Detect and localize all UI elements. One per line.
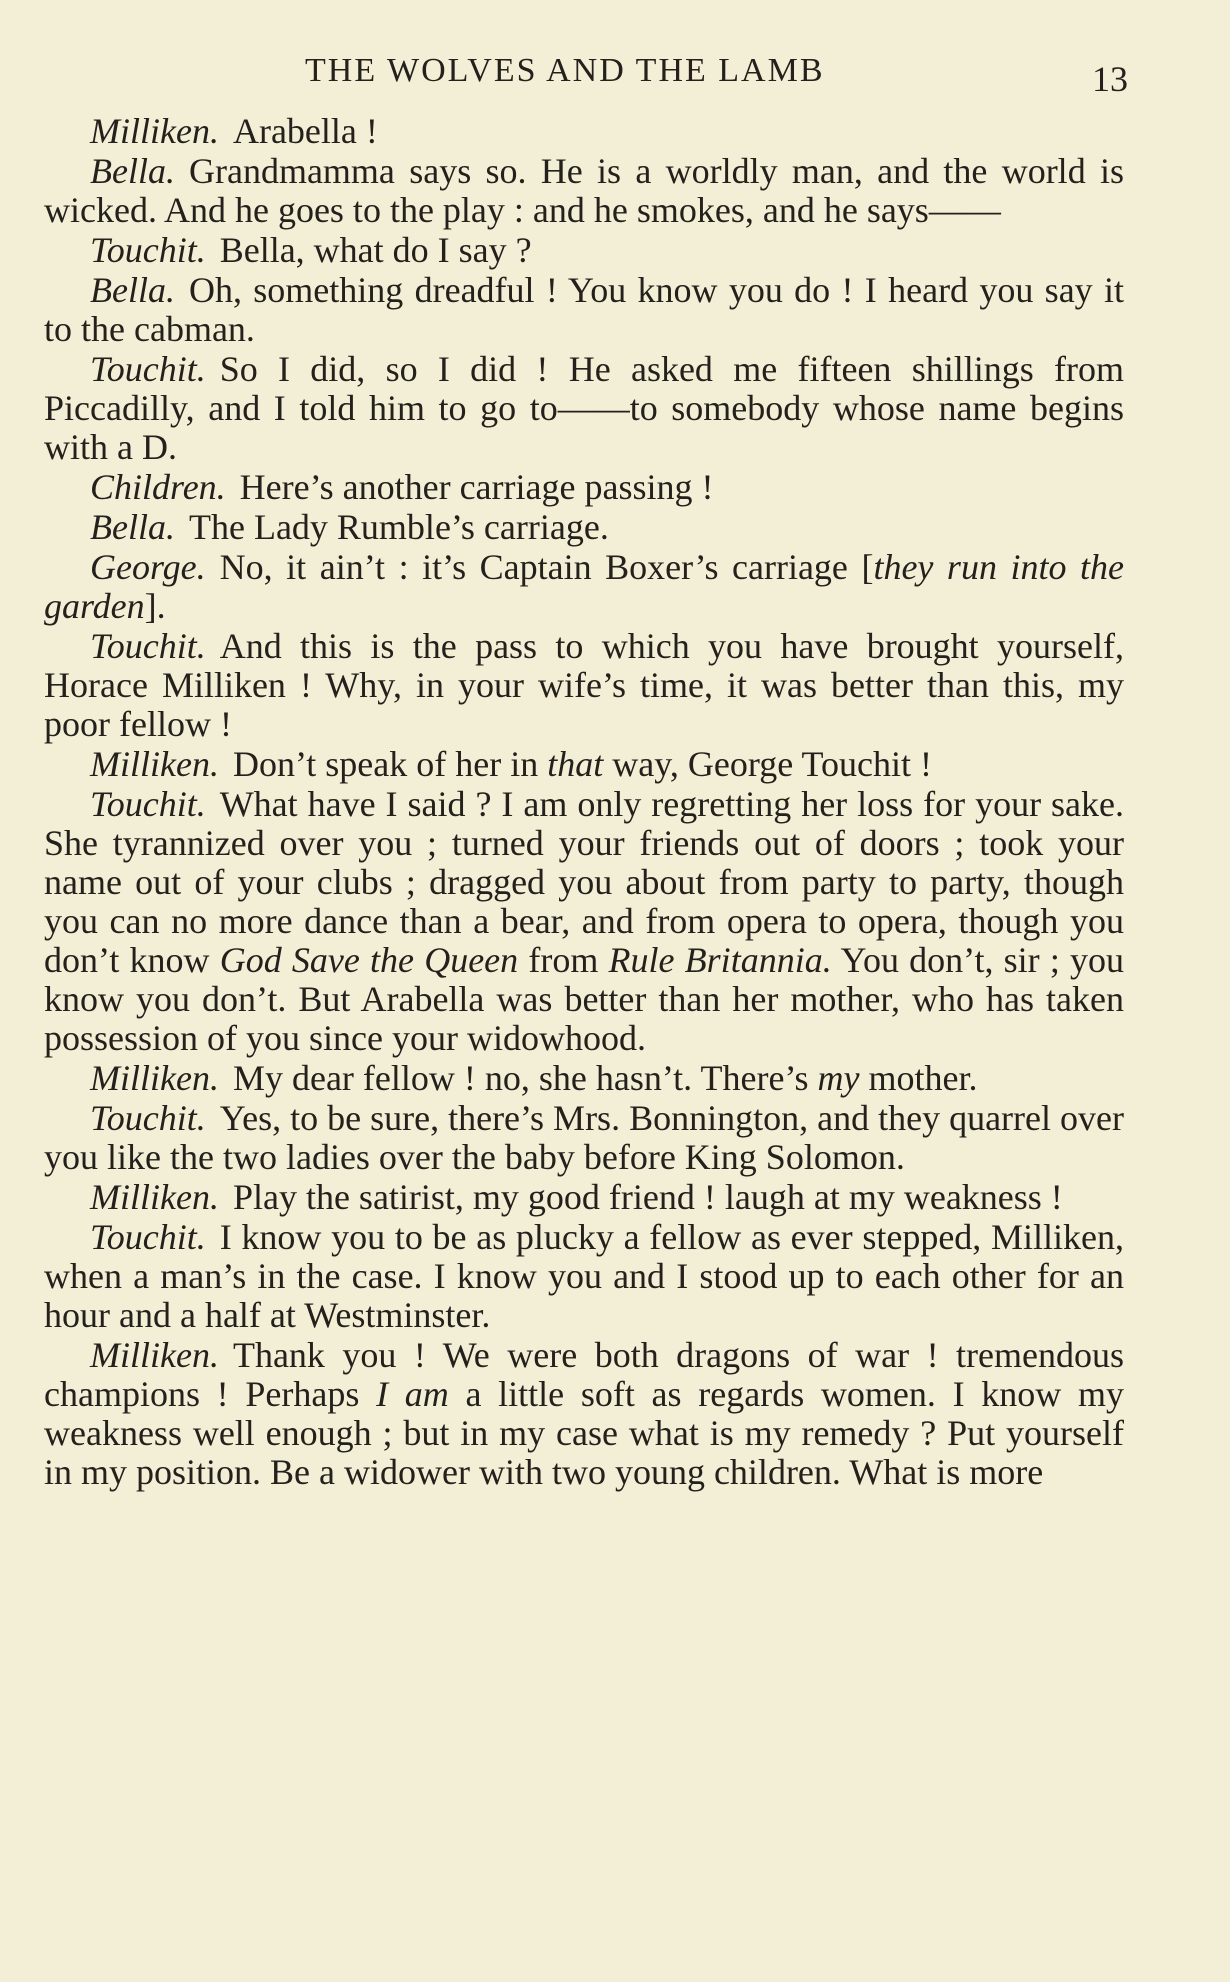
page-number: 13: [1092, 59, 1128, 99]
emphasis-text: my: [817, 1058, 860, 1098]
dialogue-text: Don’t speak of her in: [232, 744, 548, 784]
speaker-name: Milliken.: [90, 744, 219, 784]
dialogue-text: Arabella !: [232, 111, 378, 151]
speaker-name: Bella.: [90, 507, 175, 547]
speaker-name: Touchit.: [90, 1098, 206, 1138]
dialogue-text-end: way, George Touchit !: [603, 744, 932, 784]
dialogue-paragraph: [44, 508, 1124, 547]
speaker-name: Milliken.: [90, 111, 219, 151]
dialogue-paragraph: [44, 468, 1124, 507]
dialogue-paragraph: [44, 627, 1124, 744]
dialogue-paragraph: [44, 271, 1124, 349]
dialogue-text: Oh, something dreadful ! You know you do ! I heard you say it to the cabman.: [44, 270, 1124, 349]
dialogue-paragraph: [44, 785, 1124, 1058]
dialogue-text: Play the satirist, my good friend ! laugh at my weakness !: [232, 1177, 1063, 1217]
speaker-name: George.: [90, 547, 206, 587]
dialogue-paragraph: [44, 548, 1124, 626]
dialogue-text: So I did, so I did ! He asked me fifteen shillings from Piccadilly, and I told him to go to——to somebody whose name begins with a D.: [44, 349, 1124, 467]
emphasis-text: I am: [376, 1374, 449, 1414]
dialogue-text-end: a little soft as regards women. I know my weakness well enough ; but in my case what is my remedy ? Put yourself in my position. Be a widower with two young children. What is more: [44, 1374, 1124, 1492]
speaker-name: Touchit.: [90, 230, 206, 270]
speaker-name: Children.: [90, 467, 226, 507]
dialogue-text: Yes, to be sure, there’s Mrs. Bonnington, and they quarrel over you like the two ladies over the baby before King Solomon.: [44, 1098, 1124, 1177]
dialogue-text: No, it ain’t : it’s Captain Boxer’s carriage [: [219, 547, 874, 587]
speaker-name: Touchit.: [90, 784, 206, 824]
speaker-name: Milliken.: [90, 1177, 219, 1217]
speaker-name: Bella.: [90, 151, 175, 191]
dialogue-paragraph: [44, 1336, 1124, 1492]
dialogue-text: The Lady Rumble’s carriage.: [188, 507, 609, 547]
stage-direction: they run into the garden: [44, 547, 1124, 626]
dialogue-text: And this is the pass to which you have brought yourself, Horace Milliken ! Why, in your wife’s time, it was better than this, my poor fellow !: [44, 626, 1124, 744]
emphasis-text: Rule Britannia.: [608, 940, 832, 980]
emphasis-text: God Save the Queen: [219, 940, 519, 980]
dialogue-body: [44, 112, 1124, 1493]
dialogue-paragraph: [44, 350, 1124, 467]
dialogue-text: Thank you ! We were both dragons of war ! tremendous champions ! Perhaps: [44, 1335, 1124, 1414]
dialogue-text: What have I said ? I am only regretting her loss for your sake. She tyrannized over you ; turned your friends out of doors ; took your name out of your clubs ; dragged you about from party to party, though you can no more dance than a bear, and from opera to opera, though you don’t know: [44, 784, 1124, 980]
dialogue-text-end: ].: [144, 586, 166, 626]
page-header: [0, 52, 1230, 102]
dialogue-paragraph: [44, 1099, 1124, 1177]
speaker-name: Touchit.: [90, 349, 206, 389]
dialogue-text: I know you to be as plucky a fellow as ever stepped, Milliken, when a man’s in the case. I know you and I stood up to each other for an hour and a half at Westminster.: [44, 1217, 1124, 1335]
dialogue-paragraph: [44, 745, 1124, 784]
dialogue-text-end: mother.: [859, 1058, 978, 1098]
speaker-name: Bella.: [90, 270, 175, 310]
speaker-name: Touchit.: [90, 626, 206, 666]
dialogue-text-end: You don’t, sir ; you know you don’t. But Arabella was better than her mother, who has taken possession of you since your widowhood.: [44, 940, 1125, 1058]
speaker-name: Milliken.: [90, 1058, 219, 1098]
running-title: THE WOLVES AND THE LAMB: [305, 52, 825, 89]
dialogue-text: My dear fellow ! no, she hasn’t. There’s: [232, 1058, 818, 1098]
emphasis-text: that: [547, 744, 604, 784]
dialogue-text: Grandmamma says so. He is a worldly man, and the world is wicked. And he goes to the play : and he smokes, and he says——: [44, 151, 1124, 230]
dialogue-paragraph: [44, 231, 1124, 270]
dialogue-text-mid: from: [518, 940, 609, 980]
speaker-name: Milliken.: [90, 1335, 219, 1375]
dialogue-paragraph: [44, 1178, 1124, 1217]
dialogue-text: Here’s another carriage passing !: [239, 467, 714, 507]
dialogue-paragraph: [44, 1059, 1124, 1098]
speaker-name: Touchit.: [90, 1217, 206, 1257]
dialogue-paragraph: [44, 1218, 1124, 1335]
dialogue-text: Bella, what do I say ?: [219, 230, 532, 270]
dialogue-paragraph: [44, 112, 1124, 151]
dialogue-paragraph: [44, 152, 1124, 230]
